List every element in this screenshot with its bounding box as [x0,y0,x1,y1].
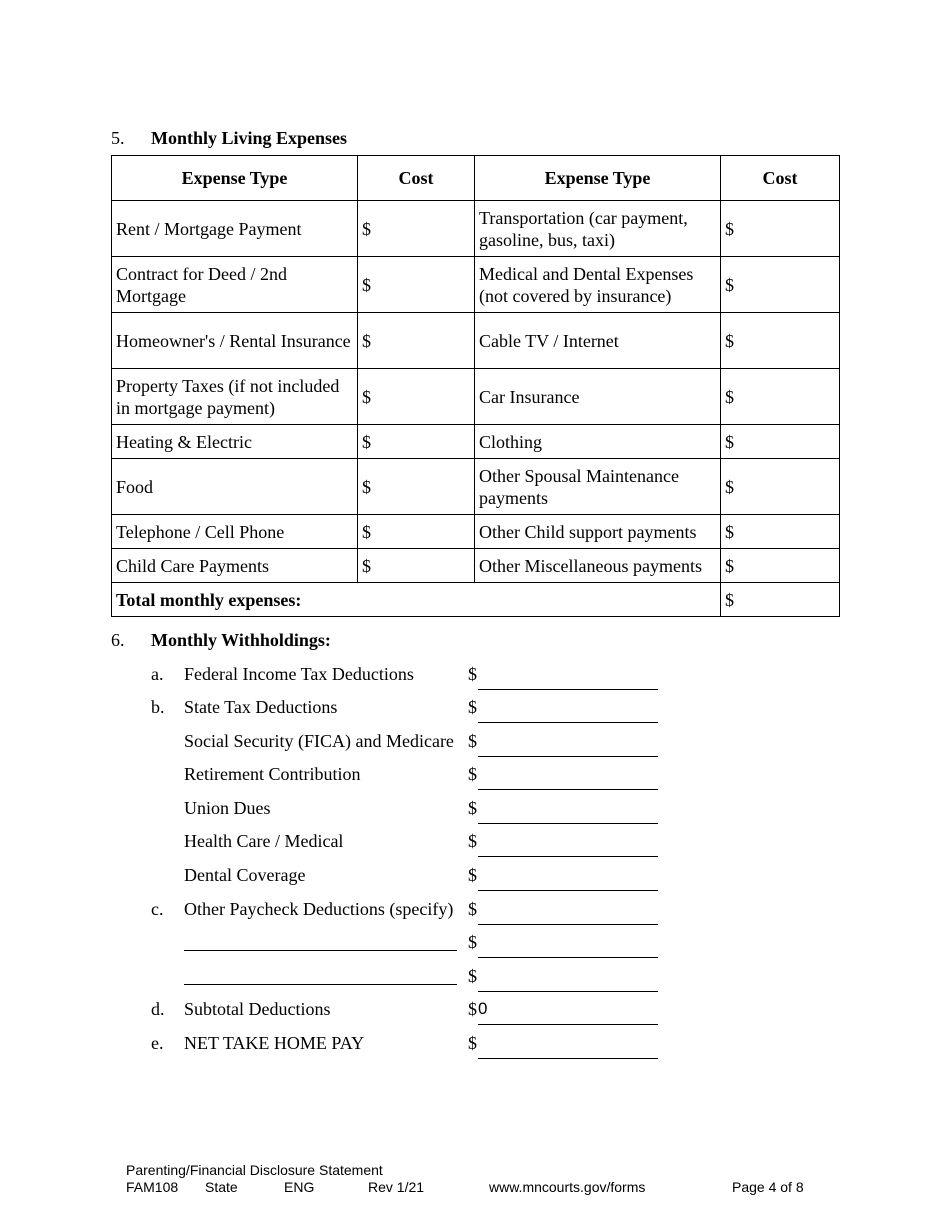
expense-type-cell: Telephone / Cell Phone [112,515,358,549]
row-letter: c. [151,899,164,919]
expense-type-cell: Other Child support payments [475,515,721,549]
dollar-sign: $ [468,932,477,952]
dollar-sign: $ [468,999,477,1019]
dollar-sign: $ [468,831,477,851]
row-label: Union Dues [184,798,271,818]
expense-type-cell: Contract for Deed / 2nd Mortgage [112,257,358,313]
cost-input-cell[interactable]: $ [358,425,475,459]
amount-input-line[interactable] [478,823,658,824]
footer-revision: Rev 1/21 [368,1179,425,1195]
expense-type-cell: Cable TV / Internet [475,313,721,369]
cost-input-cell[interactable]: $ [721,459,840,515]
expense-type-cell: Clothing [475,425,721,459]
withholding-row-other-deductions [0,899,950,929]
row-label: State Tax Deductions [184,697,338,717]
expense-type-cell: Heating & Electric [112,425,358,459]
amount-input-line[interactable] [478,689,658,690]
cost-input-cell[interactable]: $ [721,201,840,257]
footer-language: ENG [284,1179,315,1195]
cost-input-cell[interactable]: $ [721,313,840,369]
expense-type-cell: Rent / Mortgage Payment [112,201,358,257]
row-label: Retirement Contribution [184,764,361,784]
amount-input-line[interactable] [478,1058,658,1059]
withholding-row-fica [0,731,950,761]
table-row [112,549,840,583]
row-label: Other Paycheck Deductions (specify) [184,899,454,919]
amount-input-line[interactable] [478,991,658,992]
dollar-sign: $ [468,697,477,717]
table-row [112,201,840,257]
row-label: Federal Income Tax Deductions [184,664,414,684]
footer-form-title: Parenting/Financial Disclosure Statement [126,1162,383,1178]
specify-description-line[interactable] [184,984,457,985]
withholding-row-union-dues [0,798,950,828]
expense-type-cell: Other Miscellaneous payments [475,549,721,583]
withholding-row-subtotal [0,999,950,1029]
withholding-row-state [0,697,950,727]
amount-input-line[interactable] [478,957,658,958]
row-label: Health Care / Medical [184,831,344,851]
expense-type-cell: Food [112,459,358,515]
expense-type-cell: Other Spousal Maintenance payments [475,459,721,515]
dollar-sign: $ [468,731,477,751]
dollar-sign: $ [468,764,477,784]
table-row [112,459,840,515]
row-label: NET TAKE HOME PAY [184,1033,365,1053]
specify-description-line[interactable] [184,950,457,951]
table-header-row [112,156,840,201]
cost-input-cell[interactable]: $ [721,549,840,583]
amount-input-line[interactable] [478,722,658,723]
dollar-sign: $ [468,966,477,986]
withholding-row-specify-2 [0,966,950,996]
subtotal-value: 0 [478,999,488,1018]
cost-input-cell[interactable]: $ [358,313,475,369]
cost-input-cell[interactable]: $ [358,201,475,257]
expense-type-cell: Transportation (car payment, gasoline, bus, taxi) [475,201,721,257]
footer-website-link[interactable]: www.mncourts.gov/forms [489,1179,646,1195]
amount-input-line[interactable] [478,924,658,925]
row-letter: a. [151,664,164,684]
row-letter: b. [151,697,165,717]
expense-type-cell: Medical and Dental Expenses (not covered by insurance) [475,257,721,313]
withholding-row-specify-1 [0,932,950,962]
cost-input-cell[interactable]: $ [721,257,840,313]
dollar-sign: $ [468,899,477,919]
amount-input-line[interactable] [478,756,658,757]
dollar-sign: $ [468,798,477,818]
withholding-row-net-pay [0,1033,950,1063]
table-row [112,369,840,425]
dollar-sign: $ [468,865,477,885]
header-cost-right: Cost [721,156,840,201]
dollar-sign: $ [468,664,477,684]
section-5-number: 5. [111,128,125,148]
header-expense-type-right: Expense Type [475,156,721,201]
amount-input-line[interactable] [478,890,658,891]
withholding-row-dental [0,865,950,895]
cost-input-cell[interactable]: $ [358,257,475,313]
amount-input-line[interactable] [478,789,658,790]
header-cost-left: Cost [358,156,475,201]
footer-form-code: FAM108 [126,1179,179,1195]
expense-type-cell: Homeowner's / Rental Insurance [112,313,358,369]
withholding-row-retirement [0,764,950,794]
amount-input-line[interactable] [478,1024,658,1025]
dollar-sign: $ [468,1033,477,1053]
total-monthly-expenses-input[interactable]: $ [721,583,840,617]
withholding-row-health-care [0,831,950,861]
expense-type-cell: Property Taxes (if not included in mortgage payment) [112,369,358,425]
footer-jurisdiction: State [205,1179,238,1195]
row-letter: d. [151,999,165,1019]
total-monthly-expenses-label: Total monthly expenses: [112,583,721,617]
footer-page-number: Page 4 of 8 [732,1179,804,1195]
section-5-title: Monthly Living Expenses [151,128,348,148]
row-label: Social Security (FICA) and Medicare [184,731,454,751]
cost-input-cell[interactable]: $ [721,369,840,425]
cost-input-cell[interactable]: $ [358,549,475,583]
table-row [112,313,840,369]
amount-input-line[interactable] [478,856,658,857]
table-row [112,425,840,459]
expense-type-cell: Child Care Payments [112,549,358,583]
monthly-expenses-table [111,155,840,617]
expense-type-cell: Car Insurance [475,369,721,425]
cost-input-cell[interactable]: $ [721,515,840,549]
table-row [112,515,840,549]
cost-input-cell[interactable]: $ [721,425,840,459]
section-6-title: Monthly Withholdings: [151,630,331,650]
header-expense-type-left: Expense Type [112,156,358,201]
total-row [112,583,840,617]
section-6-number: 6. [111,630,125,650]
cost-input-cell[interactable]: $ [358,459,475,515]
withholding-row-federal [0,664,950,694]
cost-input-cell[interactable]: $ [358,515,475,549]
table-row [112,257,840,313]
cost-input-cell[interactable]: $ [358,369,475,425]
row-letter: e. [151,1033,164,1053]
row-label: Subtotal Deductions [184,999,331,1019]
row-label: Dental Coverage [184,865,306,885]
